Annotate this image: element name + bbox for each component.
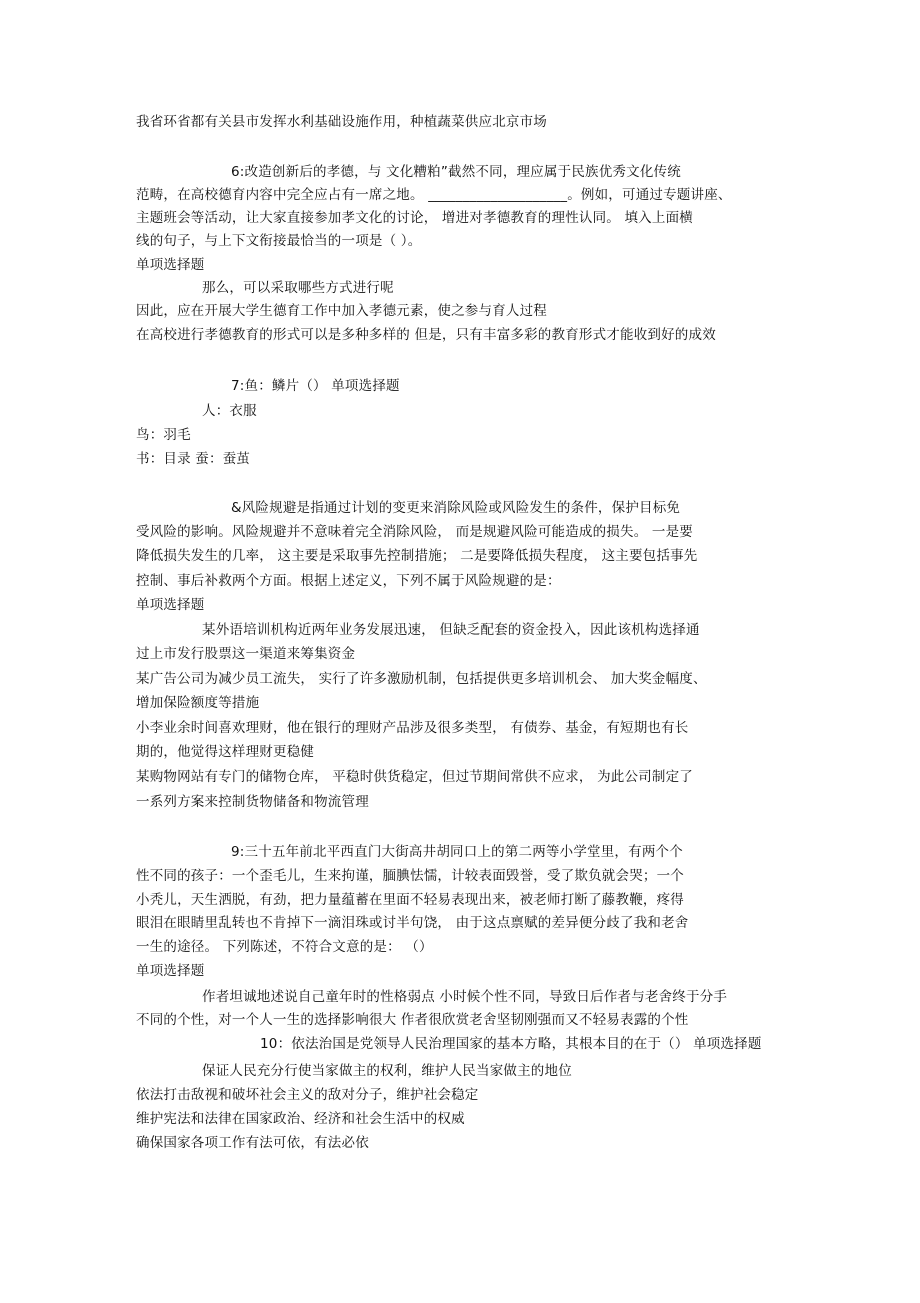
- q8-line-3: 降低损失发生的几率， 这主要是采取事先控制措施； 二是要降低损失程度， 这主要包括事先: [136, 548, 698, 564]
- q8-type: 单项选择题: [136, 597, 205, 613]
- q6-option-3: 在高校进行孝德教育的形式可以是多种多样的 但是，只有丰富多彩的教育形式才能收到好的成效: [136, 327, 716, 343]
- q9-line-1: 9:三十五年前北平西直门大街高井胡同口上的第二两等小学堂里，有两个个: [231, 844, 683, 860]
- q8-option-2a: 某广告公司为减少员工流失， 实行了许多激励机制，包括提供更多培训机会、 加大奖金幅度、: [136, 671, 707, 687]
- q10-option-2: 依法打击敌视和破坏社会主义的敌对分子，维护社会稳定: [136, 1087, 479, 1103]
- q8-option-2b: 增加保险额度等措施: [136, 695, 260, 711]
- q7-option-3: 书：目录 蚕：蚕茧: [136, 451, 251, 467]
- q10-line-1: 10：依法治国是党领导人民治理国家的基本方略，其根本目的在于（） 单项选择题: [260, 1036, 762, 1052]
- q9-type: 单项选择题: [136, 963, 205, 979]
- q9-line-3: 小秃儿，天生洒脱，有劲，把力量蕴蓄在里面不轻易表现出来，被老师打断了藤教鞭，疼得: [136, 892, 684, 908]
- q6-line-2: 范畴，在高校德育内容中完全应占有一席之地。 ____________________。例如，可通过专题讲座、: [136, 187, 732, 203]
- q8-line-2: 受风险的影响。风险规避并不意味着完全消除风险， 而是规避风险可能造成的损失。 一是要: [136, 524, 693, 540]
- q10-option-4: 确保国家各项工作有法可依，有法必依: [136, 1135, 369, 1151]
- q6-type: 单项选择题: [136, 257, 205, 273]
- q6-line-4: 线的句子，与上下文衔接最恰当的一项是（ ）。: [136, 233, 422, 249]
- q7-line-1: 7:鱼：鳞片（） 单项选择题: [231, 378, 400, 394]
- q10-option-3: 维护宪法和法律在国家政治、经济和社会生活中的权威: [136, 1111, 465, 1127]
- q9-line-4: 眼泪在眼睛里乱转也不肯掉下一滴泪珠或讨半句饶， 由于这点禀赋的差异便分歧了我和老舍: [136, 915, 689, 931]
- q7-option-1: 人：衣服: [202, 403, 257, 419]
- q6-option-1: 那么，可以采取哪些方式进行呢: [202, 280, 394, 296]
- q8-option-1a: 某外语培训机构近两年业务发展迅速， 但缺乏配套的资金投入，因此该机构选择通: [202, 622, 700, 638]
- q9-option-1: 作者坦诚地述说自己童年时的性格弱点 小时候个性不同，导致日后作者与老舍终于分手: [202, 989, 728, 1005]
- q10-option-1: 保证人民充分行使当家做主的权利，维护人民当家做主的地位: [202, 1063, 572, 1079]
- q6-option-2: 因此，应在开展大学生德育工作中加入孝德元素，使之参与育人过程: [136, 303, 547, 319]
- q6-line-3: 主题班会等活动，让大家直接参加孝文化的讨论， 增进对孝德教育的理性认同。 填入上面横: [136, 210, 693, 226]
- q8-option-3a: 小李业余时间喜欢理财，他在银行的理财产品涉及很多类型， 有债券、基金，有短期也有长: [136, 720, 689, 736]
- q9-option-2: 不同的个性，对一个人一生的选择影响很大 作者很欣赏老舍坚韧刚强而又不轻易表露的个性: [136, 1012, 689, 1028]
- q8-option-3b: 期的，他觉得这样理财更稳健: [136, 744, 315, 760]
- q9-line-2: 性不同的孩子：一个歪毛儿，生来拘谨，腼腆怯懦，计较表面毁誉，受了欺负就会哭；一个: [136, 868, 684, 884]
- q8-option-1b: 过上市发行股票这一渠道来筹集资金: [136, 646, 356, 662]
- q7-option-2: 鸟：羽毛: [136, 427, 191, 443]
- q6-line-1: 6:改造创新后的孝德，与 文化糟粕”截然不同，理应属于民族优秀文化传统: [231, 164, 681, 180]
- intro-text: 我省环省都有关县市发挥水利基础设施作用，种植蔬菜供应北京市场: [136, 114, 547, 130]
- q8-line-1: &风险规避是指通过计划的变更来消除风险或风险发生的条件，保护目标免: [231, 500, 681, 516]
- q8-option-4b: 一系列方案来控制货物储备和物流管理: [136, 794, 369, 810]
- q8-line-4: 控制、事后补救两个方面。根据上述定义，下列不属于风险规避的是：: [136, 573, 561, 589]
- q8-option-4a: 某购物网站有专门的储物仓库， 平稳时供货稳定，但过节期间常供不应求， 为此公司制定了: [136, 769, 693, 785]
- q9-line-5: 一生的途径。 下列陈述，不符合文意的是： （）: [136, 939, 433, 955]
